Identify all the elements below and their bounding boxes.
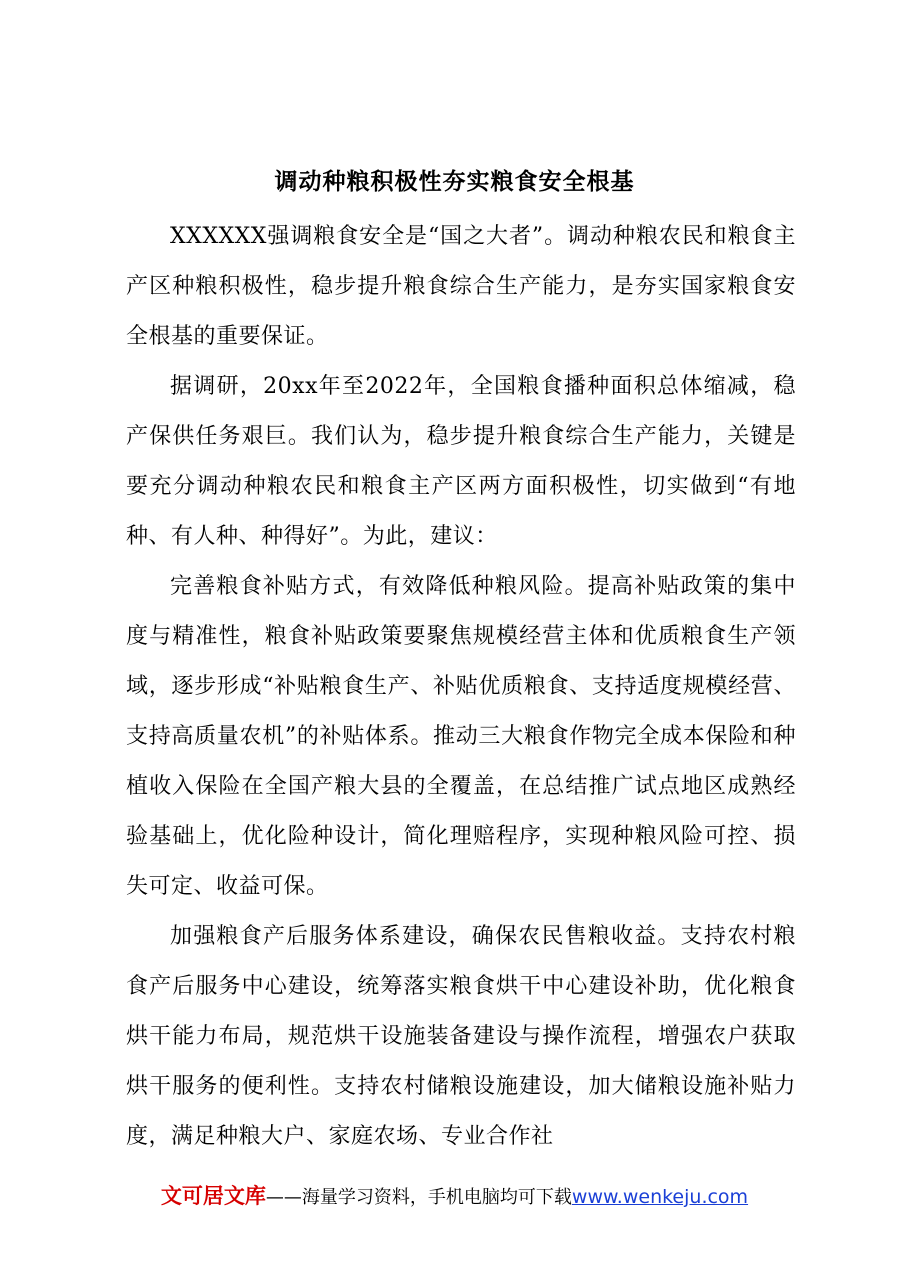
paragraph-4: 加强粮食产后服务体系建设，确保农民售粮收益。支持农村粮食产后服务中心建设，统筹落实粮食烘干中心建设补助，优化粮食烘干能力布局，规范烘干设施装备建设与操作流程，增强农户获取烘干服务的便利性。支持农村储粮设施建设，加大储粮设施补贴力度，满足种粮大户、家庭农场、专业合作社: [126, 924, 796, 1149]
document-title: 调动种粮积极性夯实粮食安全根基: [274, 168, 635, 195]
paragraph-2: 据调研，20xx年至2022年，全国粮食播种面积总体缩减，稳产保供任务艰巨。我们认为，稳步提升粮食综合生产能力，关键是要充分调动种粮农民和粮食主产区两方面积极性，切实做到“有地种、有人种、种得好”。为此，建议：: [126, 374, 796, 549]
footer-brand: 文可居文库: [160, 1184, 266, 1208]
paragraph-1: XXXXXX强调粮食安全是“国之大者”。调动种粮农民和粮食主产区种粮积极性，稳步提升粮食综合生产能力，是夯实国家粮食安全根基的重要保证。: [126, 224, 796, 349]
paragraph-3: 完善粮食补贴方式，有效降低种粮风险。提高补贴政策的集中度与精准性，粮食补贴政策要聚焦规模经营主体和优质粮食生产领域，逐步形成“补贴粮食生产、补贴优质粮食、支持适度规模经营、支持高质量农机”的补贴体系。推动三大粮食作物完全成本保险和种植收入保险在全国产粮大县的全覆盖，在总结推广试点地区成熟经验基础上，优化险种设计，简化理赔程序，实现种粮风险可控、损失可定、收益可保。: [126, 574, 796, 899]
footer-slogan: ——海量学习资料，手机电脑均可下载: [265, 1187, 572, 1208]
document-body: [126, 212, 796, 1162]
footer-banner: [0, 1181, 909, 1213]
footer-link[interactable]: www.wenkeju.com: [571, 1186, 749, 1208]
